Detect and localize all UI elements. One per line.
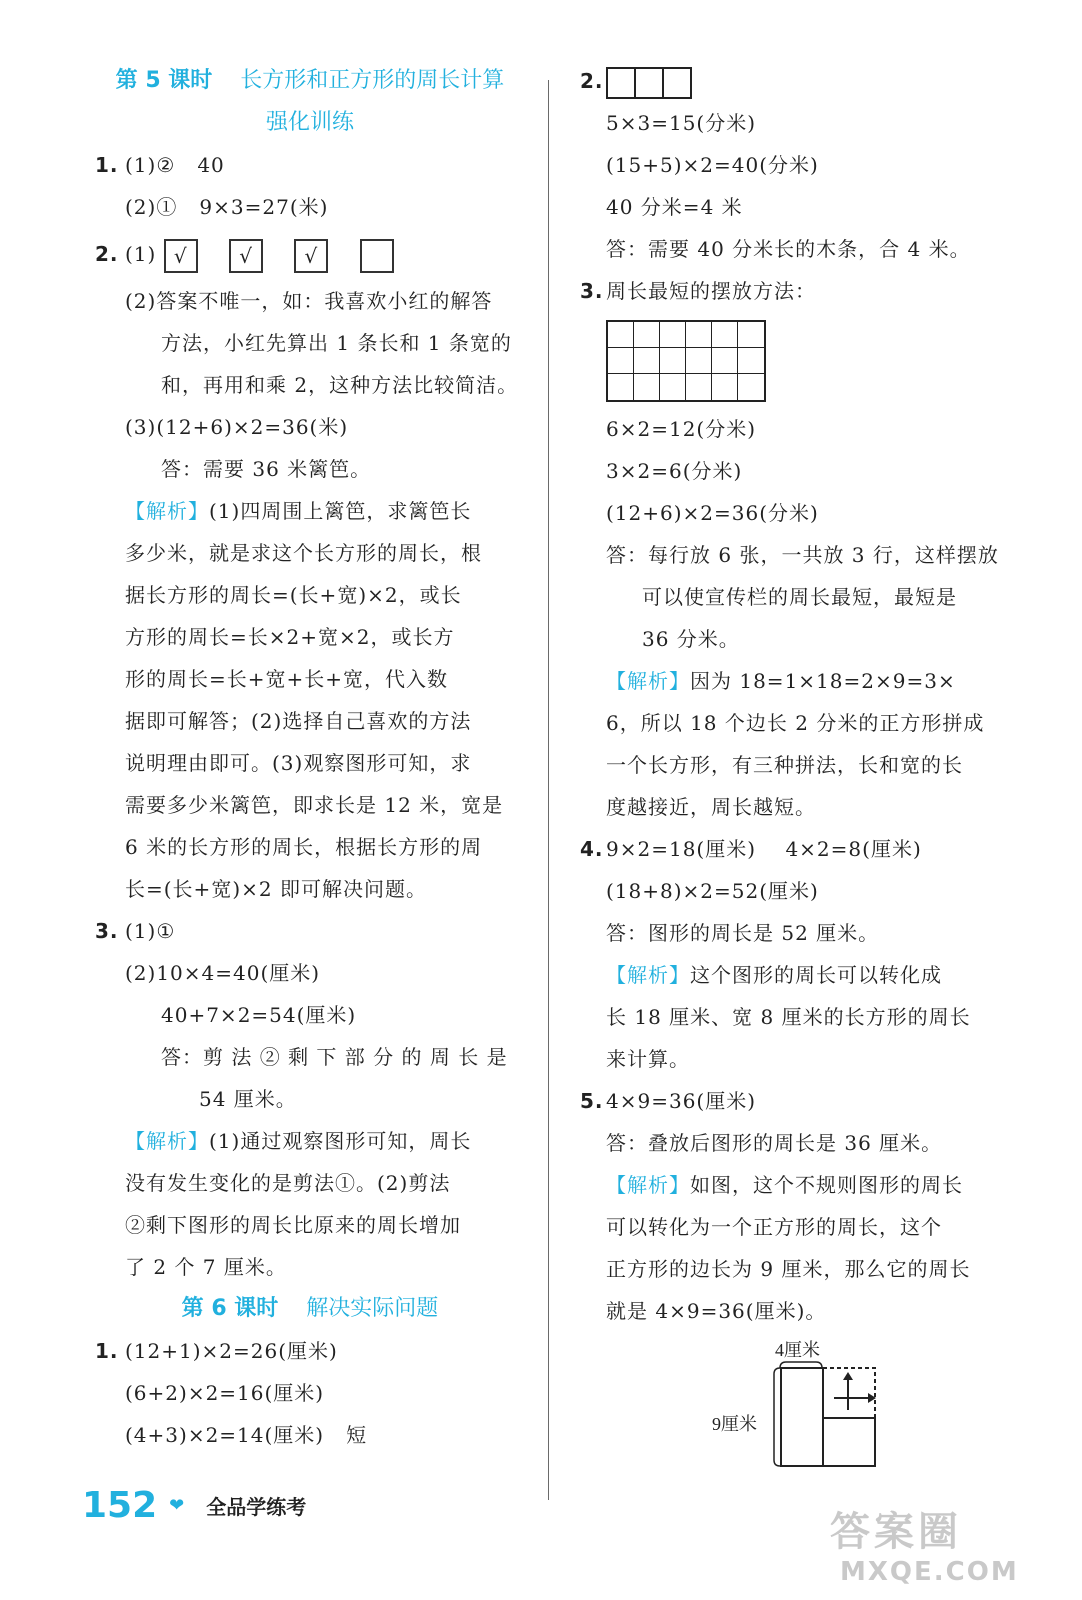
q2-analysis-line: 据长方形的周长=(长+宽)×2，或长	[125, 583, 462, 607]
q2-analysis-line: 方形的周长=长×2+宽×2，或长方	[125, 625, 455, 649]
q1-line2: (2)① 9×3=27(米)	[125, 195, 329, 219]
r-q4-analysis-line: 【解析】这个图形的周长可以转化成	[606, 963, 942, 987]
r-q5-analysis-line: 就是 4×9=36(厘米)。	[606, 1299, 827, 1323]
q2-analysis-line: 多少米，就是求这个长方形的周长，根	[125, 541, 482, 565]
q3-analysis-line: 了 2 个 7 厘米。	[125, 1255, 287, 1279]
analysis-label: 【解析】	[606, 963, 690, 987]
r-q3-analysis-line: 一个长方形，有三种拼法，长和宽的长	[606, 753, 963, 777]
q2-part1: 2. (1) √ √ √	[95, 228, 525, 280]
lesson6-title: 第 6 课时 解决实际问题	[181, 1296, 439, 1321]
l6-q1-line1: 1. (12+1)×2=26(厘米)	[95, 1330, 525, 1372]
column-divider	[548, 80, 549, 1500]
r-q2-line: (15+5)×2=40(分米)	[606, 153, 819, 177]
q3-answer: 答：剪 法 ② 剩 下 部 分 的 周 长 是	[161, 1045, 508, 1069]
r-q3-number: 3.	[580, 279, 604, 303]
q2-analysis-line: 说明理由即可。(3)观察图形可知，求	[125, 751, 472, 775]
l6-q1-line2: (6+2)×2=16(厘米)	[125, 1381, 325, 1405]
heart-icon: ❤	[169, 1494, 185, 1516]
watermark-line1: 答案圈	[830, 1509, 962, 1555]
watermark-line2: MXQE.COM	[840, 1557, 1019, 1587]
r-q2-number: 2.	[580, 69, 604, 93]
analysis-label: 【解析】	[606, 1173, 690, 1197]
r-q4-line1: 4. 9×2=18(厘米) 4×2=8(厘米)	[580, 828, 1020, 870]
r-q4-analysis-line: 长 18 厘米、宽 8 厘米的长方形的周长	[606, 1005, 971, 1029]
q3-analysis-line: ②剩下图形的周长比原来的周长增加	[125, 1213, 461, 1237]
left-column	[95, 60, 525, 1456]
r-q3-analysis-line: 【解析】因为 18=1×18=2×9=3×	[606, 669, 956, 693]
q2-part2-line: 和，再用和乘 2，这种方法比较简洁。	[161, 373, 519, 397]
q2-analysis-line: 【解析】(1)四周围上篱笆，求篱笆长	[125, 499, 472, 523]
r-q4-line: (18+8)×2=52(厘米)	[606, 879, 819, 903]
q1-line1: 1. (1)② 40	[95, 144, 525, 186]
page-footer	[82, 1480, 306, 1530]
lower-square	[823, 1418, 875, 1466]
q2-analysis-line: 6 米的长方形的周长，根据长方形的周	[125, 835, 483, 859]
r-q3-line: 3×2=6(分米)	[606, 459, 743, 483]
grid-6x3-figure	[606, 320, 766, 402]
r-q2-header	[580, 60, 1020, 102]
r-q5-analysis-line: 【解析】如图，这个不规则图形的周长	[606, 1173, 963, 1197]
q2-number: 2.	[95, 242, 119, 266]
r-q3-analysis-line: 6，所以 18 个边长 2 分米的正方形拼成	[606, 711, 985, 735]
q2-answer: 答：需要 36 米篱笆。	[161, 457, 372, 481]
analysis-label: 【解析】	[125, 499, 209, 523]
analysis-label: 【解析】	[606, 669, 690, 693]
tall-rectangle	[781, 1368, 823, 1466]
r-q2-line: 5×3=15(分米)	[606, 111, 757, 135]
q3-number: 3.	[95, 919, 119, 943]
arrow-up-head	[843, 1372, 853, 1380]
check-box-1: √	[164, 239, 198, 273]
q3-analysis-line: 没有发生变化的是剪法①。(2)剪法	[125, 1171, 451, 1195]
r-q5-answer: 答：叠放后图形的周长是 36 厘米。	[606, 1131, 943, 1155]
q3-analysis-line: 【解析】(1)通过观察图形可知，周长	[125, 1129, 472, 1153]
grid-figure-wrap	[580, 312, 1020, 408]
q2-part3: (3)(12+6)×2=36(米)	[125, 415, 349, 439]
right-column	[580, 60, 1020, 1472]
r-q4-number: 4.	[580, 837, 604, 861]
q3-answer: 54 厘米。	[199, 1087, 297, 1111]
left-brace	[774, 1368, 780, 1466]
r-q3-answer: 可以使宣传栏的周长最短，最短是	[642, 585, 957, 609]
q2-analysis-line: 长=(长+宽)×2 即可解决问题。	[125, 877, 427, 901]
r-q2-line: 40 分米=4 米	[606, 195, 743, 219]
r-q5-analysis-line: 可以转化为一个正方形的周长，这个	[606, 1215, 942, 1239]
q5-label-left: 9厘米	[712, 1414, 757, 1434]
lesson5-subtitle: 强化训练	[265, 110, 354, 135]
r-q3-answer: 答：每行放 6 张，一共放 3 行，这样摆放	[606, 543, 999, 567]
q5-label-top: 4厘米	[775, 1340, 820, 1360]
r-q3-line: 6×2=12(分米)	[606, 417, 757, 441]
watermark	[830, 1500, 1019, 1587]
three-rectangle-figure	[606, 67, 692, 99]
q2-analysis-line: 形的周长=长+宽+长+宽，代入数	[125, 667, 449, 691]
r-q3-answer: 36 分米。	[642, 627, 740, 651]
check-box-3: √	[294, 239, 328, 273]
q3-line2: (2)10×4=40(厘米)	[125, 961, 321, 985]
check-box-4	[360, 239, 394, 273]
analysis-label: 【解析】	[125, 1129, 209, 1153]
q3-line1: 3. (1)①	[95, 910, 525, 952]
r-q4-answer: 答：图形的周长是 52 厘米。	[606, 921, 880, 945]
r-q5-line1: 5. 4×9=36(厘米)	[580, 1080, 1020, 1122]
q5-figure	[580, 1332, 1020, 1472]
q2-analysis-line: 据即可解答；(2)选择自己喜欢的方法	[125, 709, 472, 733]
q2-part2-line: (2)答案不唯一，如：我喜欢小红的解答	[125, 289, 493, 313]
r-q3-analysis-line: 度越接近，周长越短。	[606, 795, 816, 819]
r-q5-analysis-line: 正方形的边长为 9 厘米，那么它的周长	[606, 1257, 971, 1281]
q5-figure-svg	[580, 1332, 1020, 1472]
q2-part2-line: 方法，小红先算出 1 条长和 1 条宽的	[161, 331, 512, 355]
lesson5-title: 第 5 课时 长方形和正方形的周长计算	[115, 68, 505, 93]
r-q5-number: 5.	[580, 1089, 604, 1113]
r-q3-line: (12+6)×2=36(分米)	[606, 501, 819, 525]
q2-analysis-line: 需要多少米篱笆，即求长是 12 米，宽是	[125, 793, 504, 817]
r-q3-header: 3. 周长最短的摆放方法：	[580, 270, 1020, 312]
q3-line3: 40+7×2=54(厘米)	[161, 1003, 357, 1027]
r-q2-answer: 答：需要 40 分米长的木条，合 4 米。	[606, 237, 971, 261]
page-number: 152	[82, 1484, 158, 1526]
q1-number: 1.	[95, 153, 119, 177]
l6-q1-number: 1.	[95, 1339, 119, 1363]
r-q4-analysis-line: 来计算。	[606, 1047, 690, 1071]
check-box-2: √	[229, 239, 263, 273]
l6-q1-line3: (4+3)×2=14(厘米) 短	[125, 1423, 368, 1447]
brand-name: 全品学练考	[206, 1494, 307, 1519]
